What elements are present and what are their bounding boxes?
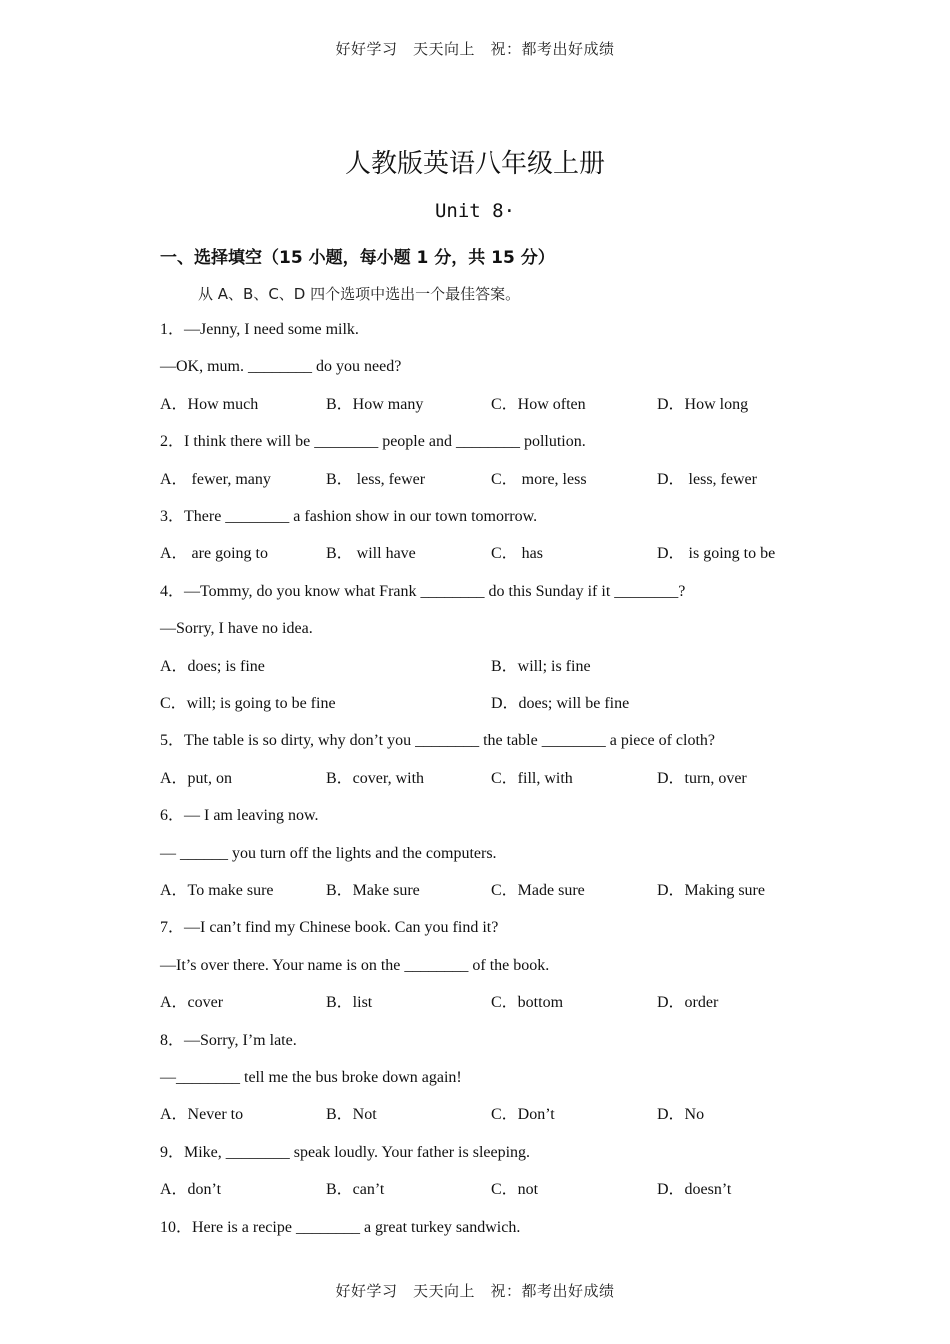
question-4-option-c[interactable]: C．will; is going to be fine [160, 695, 336, 712]
question-2-option-c[interactable]: C． more, less [491, 470, 587, 488]
question-1-option-c[interactable]: C．How often [491, 395, 586, 413]
question-9-line-1: 9．Mike, ________ speak loudly. Your father is sleeping. [160, 1143, 531, 1161]
question-5-option-b[interactable]: B．cover, with [326, 769, 425, 787]
question-4-line-1: 4．—Tommy, do you know what Frank ________ do this Sunday if it ________? [160, 582, 686, 600]
question-6-option-c[interactable]: C．Made sure [491, 882, 585, 899]
question-9-option-a[interactable]: A．don’t [160, 1181, 222, 1199]
question-4-option-b[interactable]: B．will; is fine [491, 657, 591, 675]
question-6-line-1: 6．— I am leaving now. [160, 807, 319, 825]
instruction-text: 从 A、B、C、D 四个选项中选出一个最佳答案。 [198, 285, 521, 303]
question-7-option-b[interactable]: B．list [326, 994, 373, 1012]
question-6-line-2: — ______ you turn off the lights and the computers. [160, 844, 497, 862]
question-2-option-d[interactable]: D． less, fewer [657, 470, 757, 488]
question-5-line-1: 5．The table is so dirty, why don’t you ________ the table ________ a piece of cloth? [160, 732, 715, 750]
question-6-option-b[interactable]: B．Make sure [326, 882, 420, 899]
question-9-option-d[interactable]: D．doesn’t [657, 1181, 732, 1199]
question-5-option-c[interactable]: C．fill, with [491, 769, 573, 787]
question-7-option-a[interactable]: A．cover [160, 994, 224, 1012]
question-6-option-a[interactable]: A．To make sure [160, 882, 274, 899]
question-10-line-1: 10．Here is a recipe ________ a great turkey sandwich. [160, 1218, 521, 1236]
question-7-line-2: —It’s over there. Your name is on the ________ of the book. [160, 956, 550, 974]
question-7-option-c[interactable]: C．bottom [491, 994, 564, 1012]
question-5-option-d[interactable]: D．turn, over [657, 769, 747, 787]
question-5-option-a[interactable]: A．put, on [160, 769, 233, 787]
question-4-line-2: —Sorry, I have no idea. [160, 620, 313, 638]
question-4-option-a[interactable]: A．does; is fine [160, 657, 265, 675]
question-8-line-2: —________ tell me the bus broke down again! [160, 1069, 462, 1086]
question-2-option-a[interactable]: A． fewer, many [160, 470, 271, 488]
question-1-line-1: 1．—Jenny, I need some milk. [160, 321, 359, 338]
question-6-option-d[interactable]: D．Making sure [657, 882, 765, 899]
question-3-option-b[interactable]: B． will have [326, 545, 416, 563]
question-3-option-c[interactable]: C． has [491, 545, 544, 563]
question-7-line-1: 7．—I can’t find my Chinese book. Can you find it? [160, 919, 499, 937]
question-8-option-d[interactable]: D．No [657, 1106, 705, 1124]
question-4-option-d[interactable]: D．does; will be fine [491, 695, 630, 712]
page-header: 好好学习 天天向上 祝：都考出好成绩 [335, 40, 615, 58]
question-1-option-d[interactable]: D．How long [657, 395, 749, 413]
question-1-line-2: —OK, mum. ________ do you need? [160, 358, 402, 376]
question-8-line-1: 8．—Sorry, I’m late. [160, 1031, 297, 1049]
question-9-option-c[interactable]: C．not [491, 1181, 539, 1199]
question-1-option-a[interactable]: A．How much [160, 395, 259, 413]
question-3-line-1: 3．There ________ a fashion show in our town tomorrow. [160, 508, 538, 525]
unit-subtitle: Unit 8· [434, 200, 516, 222]
question-2-option-b[interactable]: B． less, fewer [326, 470, 426, 488]
question-8-option-c[interactable]: C．Don’t [491, 1106, 555, 1124]
question-8-option-a[interactable]: A．Never to [160, 1106, 244, 1124]
question-3-option-d[interactable]: D． is going to be [657, 545, 776, 563]
question-2-line-1: 2．I think there will be ________ people and ________ pollution. [160, 433, 586, 451]
section-heading: 一、选择填空（15 小题，每小题 1 分，共 15 分） [160, 248, 555, 268]
page-footer: 好好学习 天天向上 祝：都考出好成绩 [335, 1282, 615, 1300]
question-3-option-a[interactable]: A． are going to [160, 545, 268, 563]
question-7-option-d[interactable]: D．order [657, 994, 719, 1012]
question-1-option-b[interactable]: B．How many [326, 395, 424, 413]
question-9-option-b[interactable]: B．can’t [326, 1181, 385, 1199]
document-title: 人教版英语八年级上册 [344, 149, 605, 179]
question-8-option-b[interactable]: B．Not [326, 1106, 377, 1124]
